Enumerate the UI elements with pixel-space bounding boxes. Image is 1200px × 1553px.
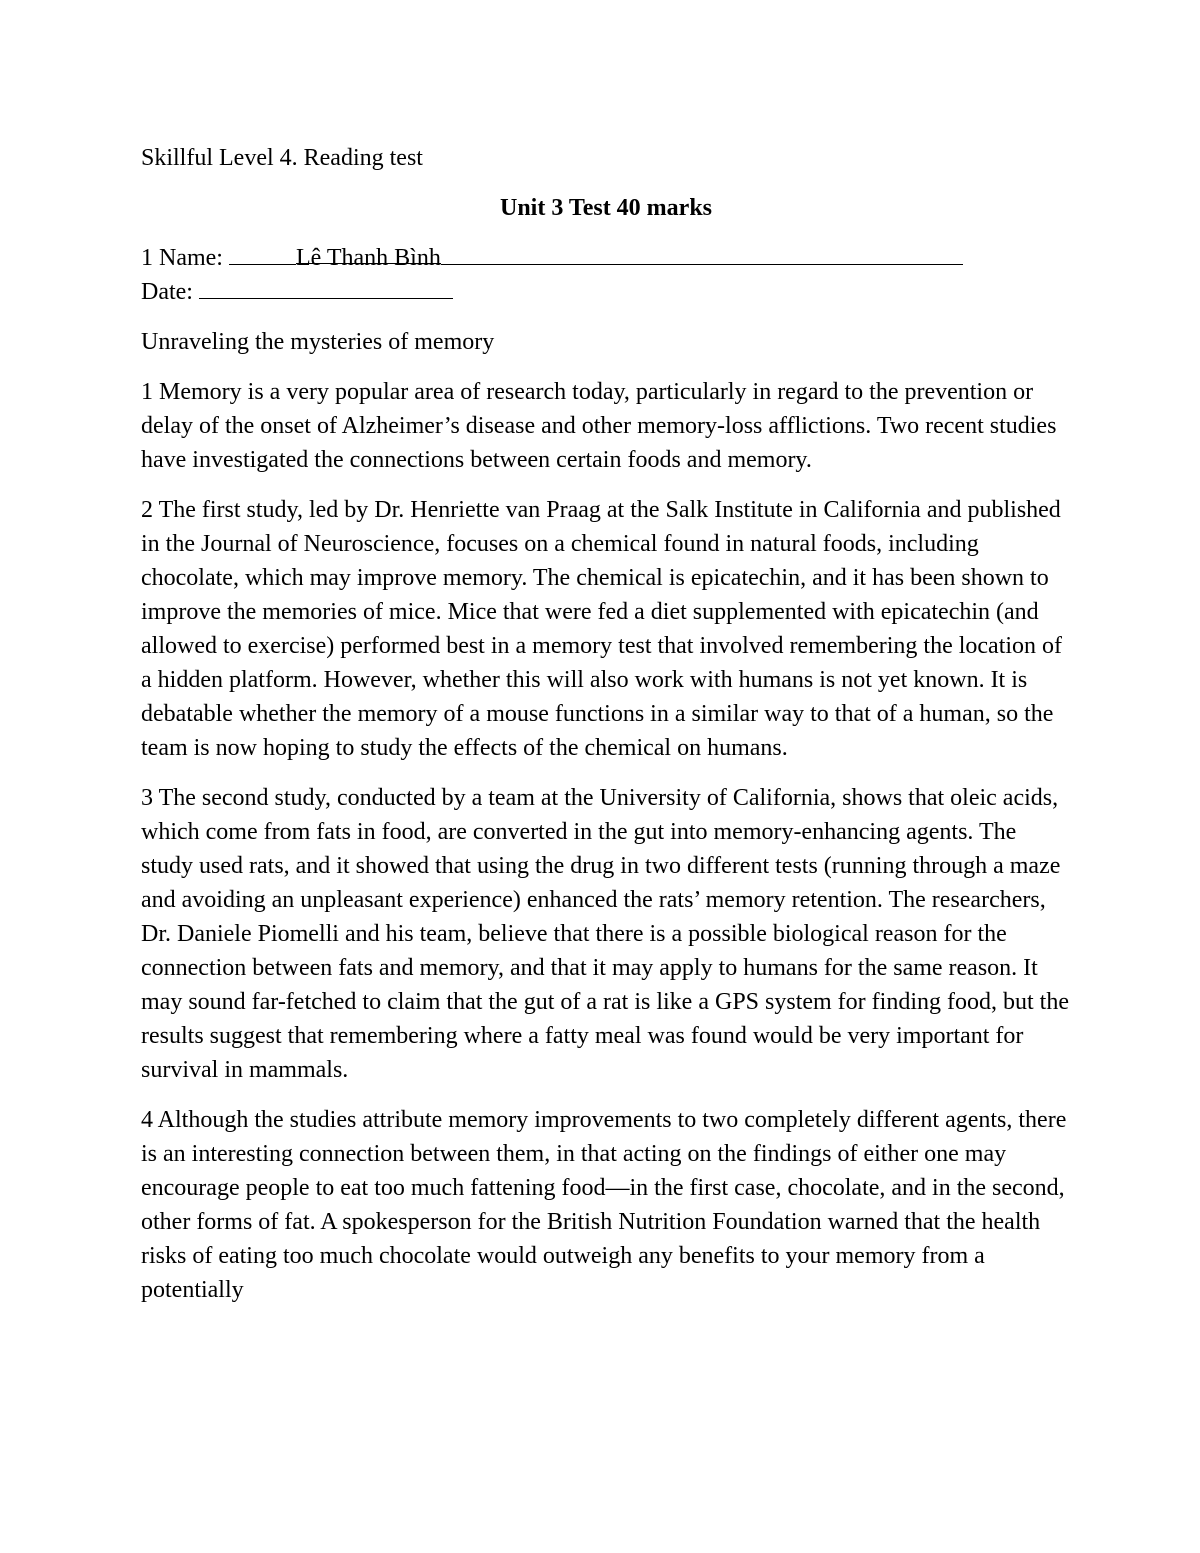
name-value[interactable]: Lê Thanh Bình xyxy=(296,241,441,264)
passage-title: Unraveling the mysteries of memory xyxy=(141,329,495,355)
unit-title: Unit 3 Test 40 marks xyxy=(499,195,713,221)
date-row xyxy=(141,275,1071,309)
course-line: Skillful Level 4. Reading test xyxy=(141,145,423,171)
document-content xyxy=(141,141,1071,1323)
passage-paragraph-3: 3 The second study, conducted by a team at the University of California, shows that oleic acids, which come from fats in food, are converted in the gut into memory-enhancing agents. The study used rats, and it showed that using the drug in two different tests (running through a maze and avoiding an unpleasant experience) enhanced the rats’ memory retention. The researchers, Dr. Daniele Piomelli and his team, believe that there is a possible biological reason for the connection between fats and memory, and that it may apply to humans for the same reason. It may sound far-fetched to claim that the gut of a rat is like a GPS system for finding food, but the results suggest that remembering where a fatty meal was found would be very important for survival in mammals. xyxy=(141,785,1069,1083)
name-blank-line-right xyxy=(441,242,963,265)
date-blank-line[interactable] xyxy=(199,276,453,299)
passage-paragraph-1: 1 Memory is a very popular area of research today, particularly in regard to the prevention or delay of the onset of Alzheimer’s disease and other memory-loss afflictions. Two recent studies have investigated the connections between certain foods and memory. xyxy=(141,379,1057,473)
passage-paragraph-4: 4 Although the studies attribute memory improvements to two completely different agents, there is an interesting connection between them, in that acting on the findings of either one may encourage people to eat too much fattening food—in the first case, chocolate, and in the second, other forms of fat. A spokesperson for the British Nutrition Foundation warned that the health risks of eating too much chocolate would outweigh any benefits to your memory from a potentially xyxy=(141,1107,1067,1303)
name-label: 1 Name: xyxy=(141,245,229,271)
date-label: Date: xyxy=(141,279,199,305)
name-row xyxy=(141,241,1071,275)
name-blank-line-left xyxy=(229,242,296,265)
passage-paragraph-2: 2 The first study, led by Dr. Henriette van Praag at the Salk Institute in California and published in the Journal of Neuroscience, focuses on a chemical found in natural foods, including chocolate, which may improve memory. The chemical is epicatechin, and it has been shown to improve the memories of mice. Mice that were fed a diet supplemented with epicatechin (and allowed to exercise) performed best in a memory test that involved remembering the location of a hidden platform. However, whether this will also work with humans is not yet known. It is debatable whether the memory of a mouse functions in a similar way to that of a human, so the team is now hoping to study the effects of the chemical on humans. xyxy=(141,497,1063,761)
